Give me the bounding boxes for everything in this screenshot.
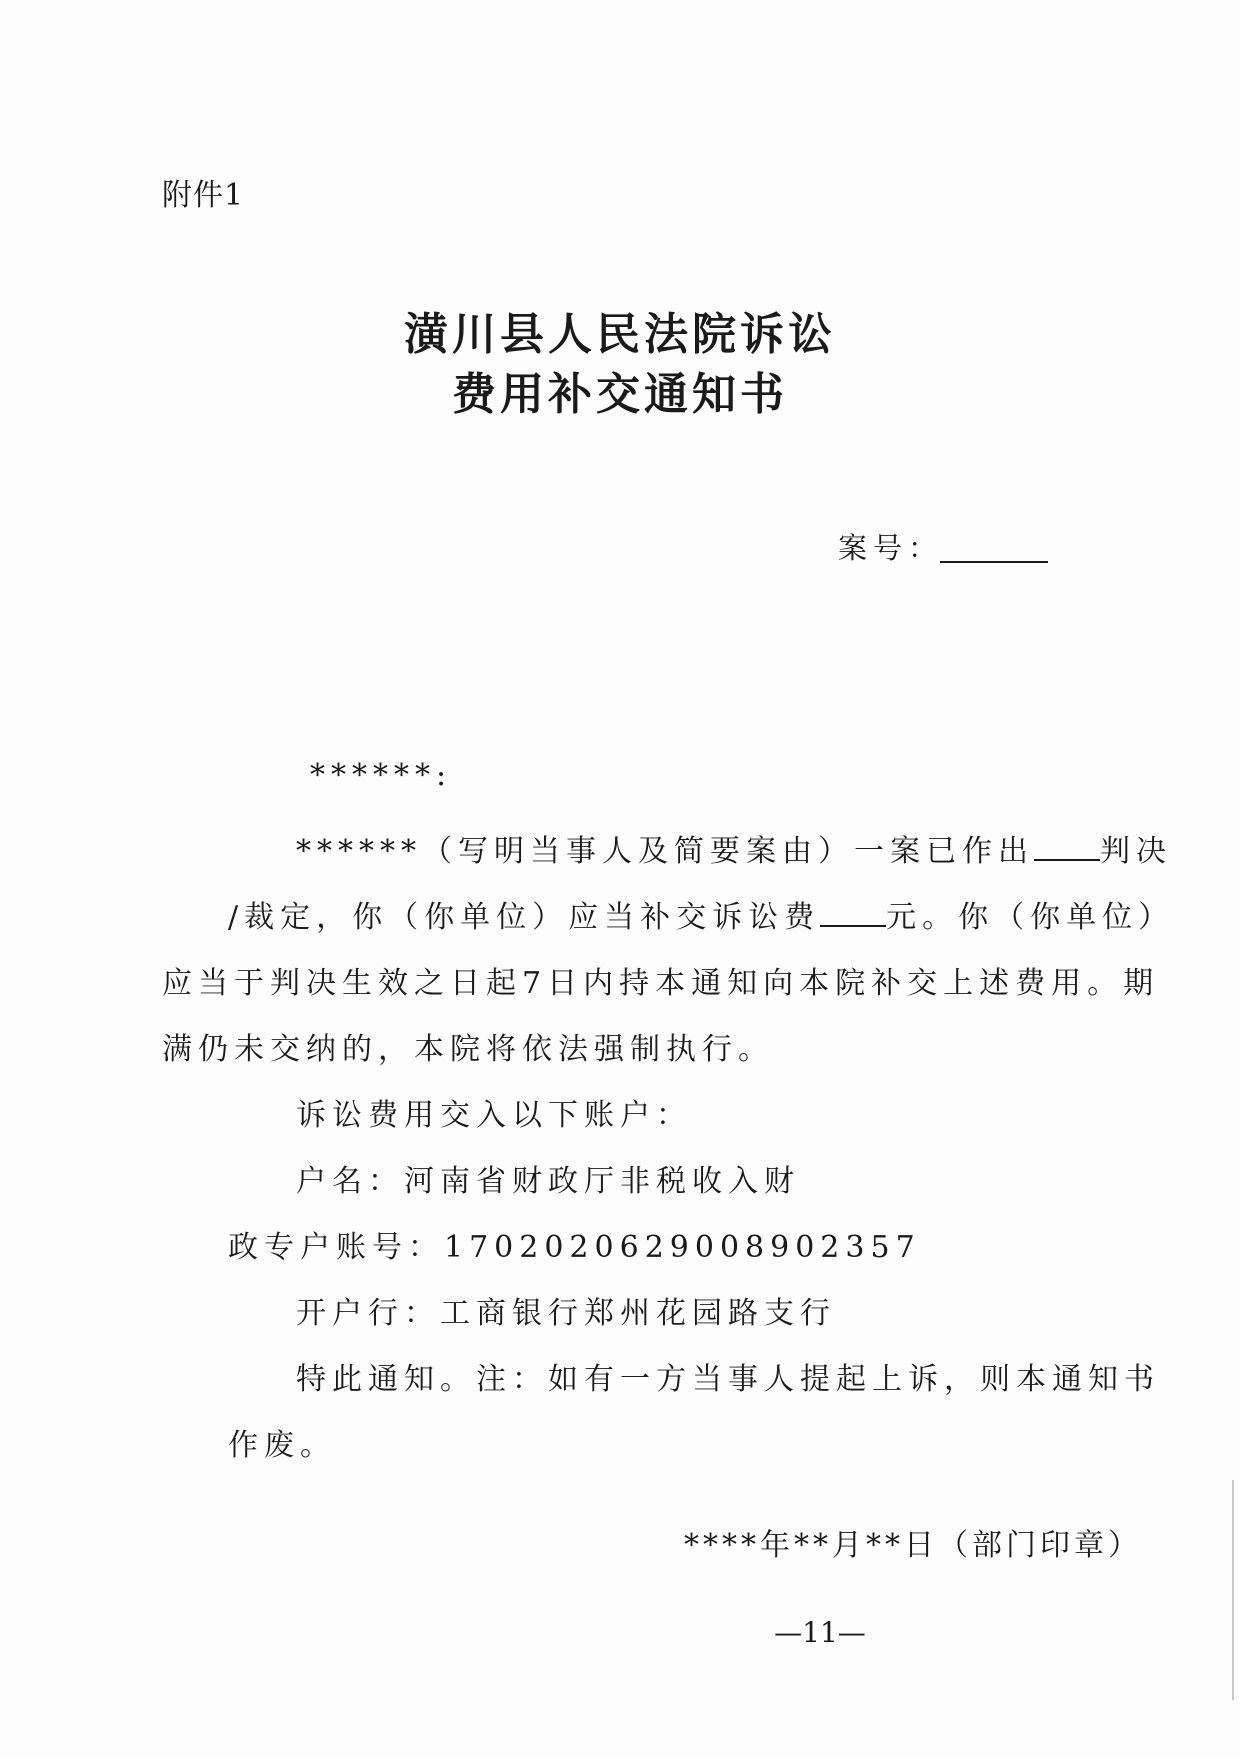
account-name-line2: 政专户账号：1702020629008902357 <box>228 1230 921 1265</box>
paragraph1-line3: 应当于判决生效之日起7日内持本通知向本院补交上述费用。期 <box>162 966 1160 1001</box>
account-name-line1: 户名：河南省财政厅非税收入财 <box>296 1164 800 1199</box>
notice-line1: 特此通知。注：如有一方当事人提起上诉，则本通知书 <box>296 1362 1160 1397</box>
fee-amount-blank <box>820 924 886 927</box>
salutation: ******: <box>310 758 453 793</box>
paragraph1-line1 <box>296 826 1172 870</box>
judgment-type-blank <box>1034 858 1100 861</box>
attachment-label: 附件1 <box>162 178 245 213</box>
document-title-line1: 潢川县人民法院诉讼 <box>404 309 836 360</box>
page-number: —11— <box>774 1616 866 1649</box>
account-intro: 诉讼费用交入以下账户： <box>296 1098 692 1133</box>
notice-line2: 作废。 <box>228 1428 336 1463</box>
paragraph1-line1-end: 判决 <box>1100 834 1172 869</box>
document-title-line2: 费用补交通知书 <box>452 369 788 420</box>
scan-edge-mark <box>1232 1480 1234 1700</box>
paragraph1-line1-text: ******（写明当事人及简要案由）一案已作出 <box>296 834 1034 869</box>
paragraph1-line2 <box>228 892 1174 936</box>
paragraph1-line4: 满仍未交纳的，本院将依法强制执行。 <box>162 1032 774 1067</box>
paragraph1-line2-text: /裁定，你（你单位）应当补交诉讼费 <box>228 900 821 935</box>
paragraph1-line2-end: 元。你（你单位） <box>886 900 1175 935</box>
date-and-seal: ****年**月**日（部门印章） <box>684 1528 1142 1563</box>
bank-name: 开户行：工商银行郑州花园路支行 <box>296 1296 836 1331</box>
case-number-blank <box>940 561 1048 563</box>
case-number-label: 案号： <box>838 531 944 565</box>
